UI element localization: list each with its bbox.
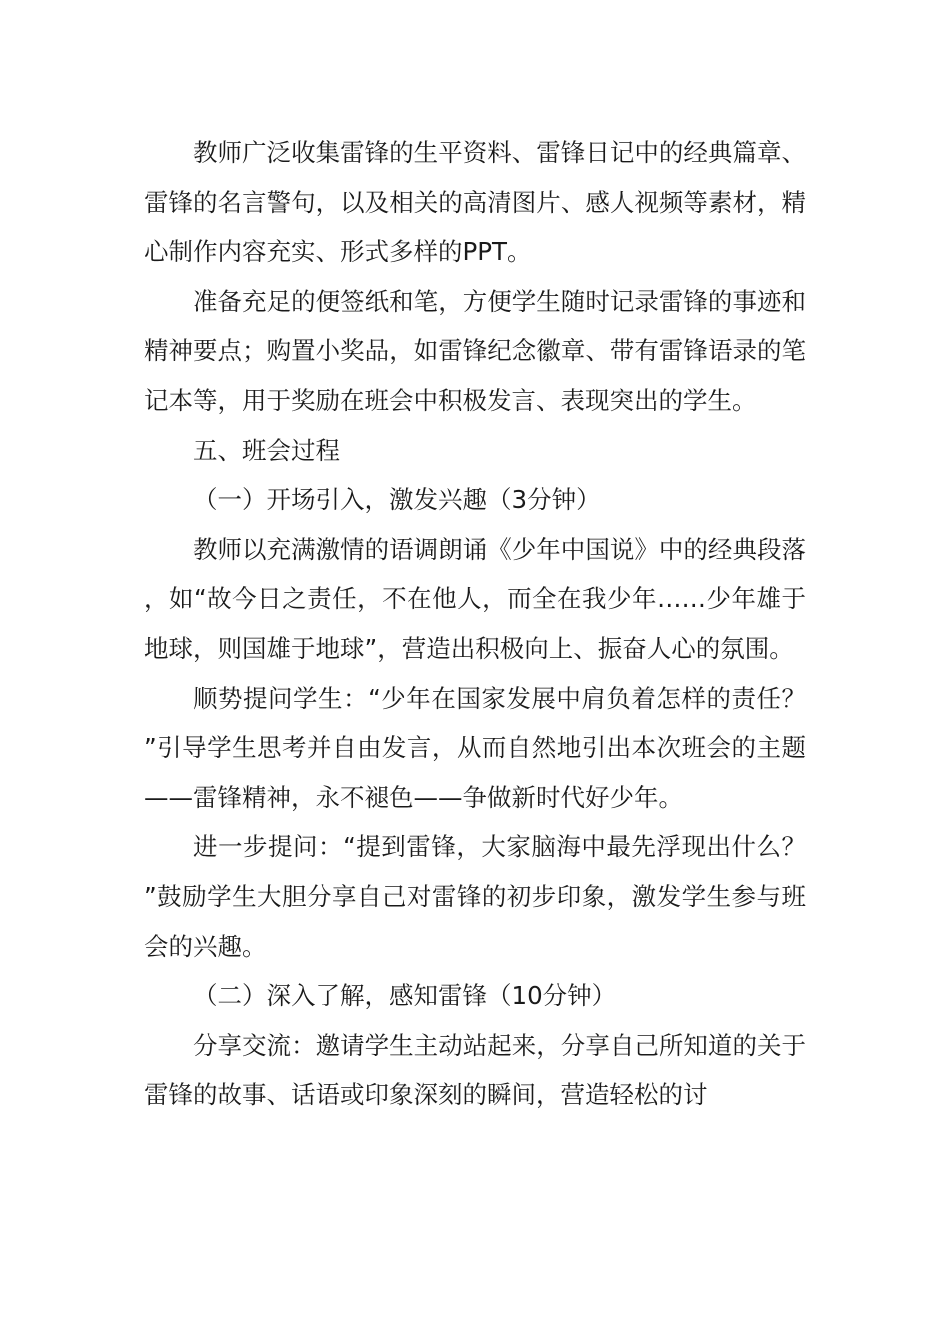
paragraph-question: 顺势提问学生：“少年在国家发展中肩负着怎样的责任？”引导学生思考并自由发言，从而自然地引出本次班会的主题——雷锋精神，永不褪色——争做新时代好少年。 — [144, 683, 806, 812]
paragraph-supplies: 准备充足的便签纸和笔，方便学生随时记录雷锋的事迹和精神要点；购置小奖品，如雷锋纪念徽章、带有雷锋语录的笔记本等，用于奖励在班会中积极发言、表现突出的学生。 — [144, 286, 806, 415]
subsection-heading-opening: （一）开场引入，激发兴趣（3分钟） — [193, 485, 601, 515]
document-page — [144, 128, 806, 1120]
paragraph-sharing: 分享交流：邀请学生主动站起来，分享自己所知道的关于雷锋的故事、话语或印象深刻的瞬间，营造轻松的讨 — [144, 1030, 806, 1110]
paragraph-materials: 教师广泛收集雷锋的生平资料、雷锋日记中的经典篇章、雷锋的名言警句，以及相关的高清图片、感人视频等素材，精心制作内容充实、形式多样的PPT。 — [144, 138, 806, 267]
paragraph-recitation: 教师以充满激情的语调朗诵《少年中国说》中的经典段落，如“故今日之责任，不在他人，而全在我少年……少年雄于地球，则国雄于地球”，营造出积极向上、振奋人心的氛围。 — [144, 534, 806, 663]
subsection-heading-understanding: （二）深入了解，感知雷锋（10分钟） — [193, 981, 617, 1011]
paragraph-further-question: 进一步提问：“提到雷锋，大家脑海中最先浮现出什么？”鼓励学生大胆分享自己对雷锋的初步印象，激发学生参与班会的兴趣。 — [144, 832, 806, 961]
section-heading: 五、班会过程 — [193, 435, 340, 465]
